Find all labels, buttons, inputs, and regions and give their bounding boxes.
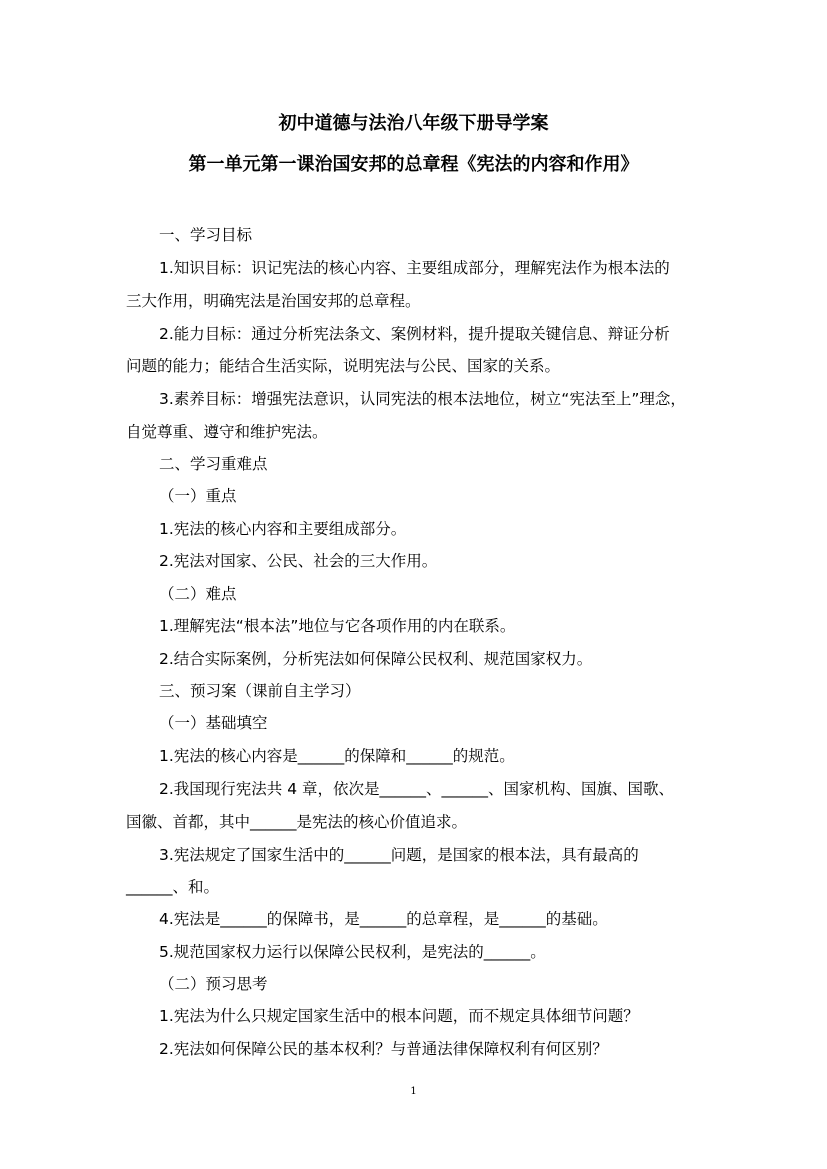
fill-blank-line: 4.宪法是______的保障书，是______的总章程，是______的基础。 [159, 910, 608, 928]
fill-blank-line: 1.宪法的核心内容是______的保障和______的规范。 [159, 747, 515, 765]
subsection-heading: （一）重点 [159, 487, 237, 505]
text-line: 问题的能力；能结合生活实际，说明宪法与公民、国家的关系。 [126, 357, 561, 375]
subsection-heading: （一）基础填空 [159, 714, 268, 732]
page-number: 1 [410, 1086, 417, 1097]
fill-blank-line: 国徽、首都，其中______是宪法的核心价值追求。 [126, 813, 468, 831]
question-line: 2.宪法如何保障公民的基本权利？与普通法律保障权利有何区别？ [159, 1040, 608, 1058]
text-line: 1.宪法的核心内容和主要组成部分。 [159, 520, 407, 538]
section-heading-key-points: 二、学习重难点 [159, 455, 268, 473]
text-line: 三大作用，明确宪法是治国安邦的总章程。 [126, 292, 421, 310]
fill-blank-line: 3.宪法规定了国家生活中的______问题，是国家的根本法，具有最高的 [159, 846, 639, 864]
section-heading-objectives: 一、学习目标 [159, 226, 253, 244]
section-heading-preview: 三、预习案（课前自主学习） [159, 682, 361, 700]
text-line: 2.能力目标：通过分析宪法条文、案例材料，提升提取关键信息、辩证分析 [159, 325, 670, 343]
subsection-heading: （二）预习思考 [159, 975, 268, 993]
document-title: 初中道德与法治八年级下册导学案 [278, 113, 549, 134]
fill-blank-line: 2.我国现行宪法共 4 章，依次是______、______、国家机构、国旗、国歌、 [159, 780, 675, 798]
text-line: 2.宪法对国家、公民、社会的三大作用。 [159, 552, 438, 570]
text-line: 自觉尊重、遵守和维护宪法。 [126, 423, 328, 441]
text-line: 2.结合实际案例，分析宪法如何保障公民权利、规范国家权力。 [159, 650, 593, 668]
fill-blank-line: ______、和。 [126, 878, 220, 896]
text-line: 1.知识目标：识记宪法的核心内容、主要组成部分，理解宪法作为根本法的 [159, 259, 670, 277]
text-line: 3.素养目标：增强宪法意识，认同宪法的根本法地位，树立“宪法至上”理念， [159, 390, 686, 408]
subsection-heading: （二）难点 [159, 585, 237, 603]
question-line: 1.宪法为什么只规定国家生活中的根本问题，而不规定具体细节问题？ [159, 1007, 639, 1025]
text-line: 1.理解宪法“根本法”地位与它各项作用的内在联系。 [159, 617, 516, 635]
document-subtitle: 第一单元第一课治国安邦的总章程《宪法的内容和作用》 [188, 154, 639, 175]
fill-blank-line: 5.规范国家权力运行以保障公民权利，是宪法的______。 [159, 943, 546, 961]
